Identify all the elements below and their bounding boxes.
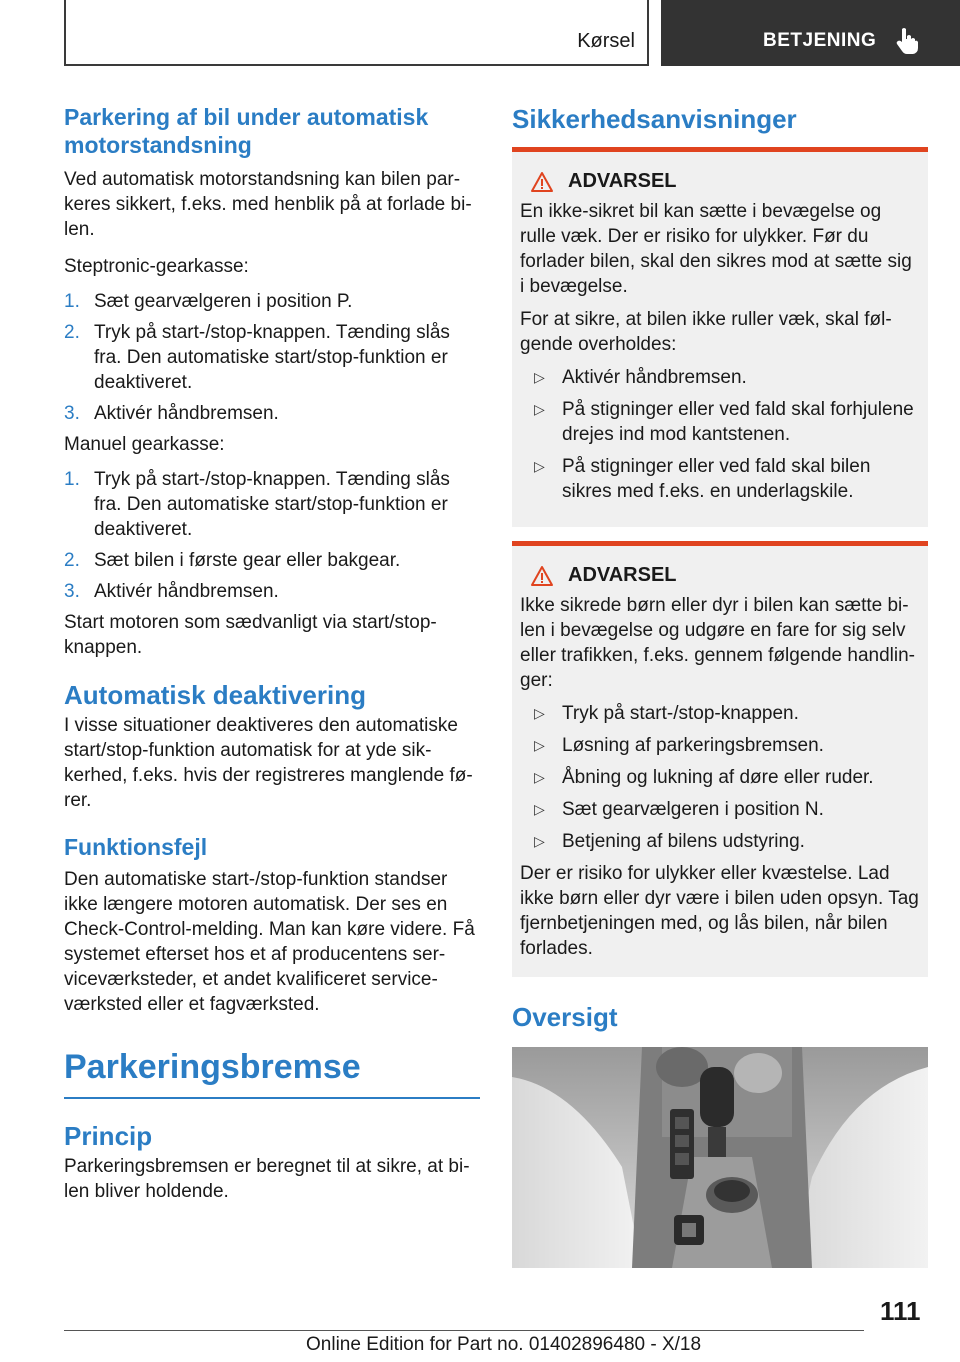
warning-list	[520, 701, 920, 854]
list-item: 2. Sæt bilen i første gear eller bakgear.	[64, 550, 401, 571]
paragraph-restart: Start motoren som sædvanligt via start/stop-knappen.	[64, 612, 437, 658]
triangle-bullet-icon: ▷	[534, 769, 545, 785]
heading-parking-brake: Parkeringsbremse	[64, 1048, 361, 1086]
label-manual: Manuel gearkasse:	[64, 434, 225, 455]
paragraph-principle: Parkeringsbremsen er beregnet til at sikre, at bilen bliver holdende.	[64, 1156, 470, 1202]
triangle-bullet-icon: ▷	[534, 705, 545, 721]
paragraph-malfunction: Den automatiske start-/stop-funktion standser ikke længere motoren automatisk. Der ses en Check-Control-melding. Man kan køre videre. Få systemet efterset hos et af producentens serviceværksteder, et andet kvalificeret serviceværksted eller et fagværksted.	[64, 869, 475, 1015]
left-column	[64, 100, 480, 1204]
warning-list	[520, 365, 920, 504]
warning-text: For at sikre, at bilen ikke ruller væk, skal følgende overholdes:	[520, 309, 892, 355]
warning-triangle-icon	[530, 565, 554, 587]
warning-box-2	[512, 541, 928, 977]
heading-principle: Princip	[64, 1121, 153, 1151]
list-item: 2. Tryk på start-/stop-knappen. Tænding slås fra. Den automatiske start/stop-funktion er deaktiveret.	[64, 322, 450, 393]
warning-title: ADVARSEL	[530, 564, 920, 587]
warning-text: En ikke-sikret bil kan sætte i bevægelse og rulle væk. Der er risiko for ulykker. Før du forlader bilen, skal den sikres mod at sætte sig i bevægelse.	[520, 201, 912, 297]
list-steptronic-steps	[64, 289, 480, 426]
header-section-box	[64, 0, 649, 66]
heading-auto-deactivation: Automatisk deaktivering	[64, 680, 366, 710]
list-item: 1. Sæt gearvælgeren i position P.	[64, 291, 353, 312]
list-item: 1. Tryk på start-/stop-knappen. Tænding slås fra. Den automatiske start/stop-funktion er deaktiveret.	[64, 469, 450, 540]
list-item: ▷ Åbning og lukning af døre eller ruder.	[534, 767, 874, 788]
warning-text: Ikke sikrede børn eller dyr i bilen kan sætte bilen i bevægelse og udgøre en fare for sig selv eller trafikken, f.eks. gennem følgende handlinger:	[520, 595, 915, 691]
list-item: 3. Aktivér håndbremsen.	[64, 403, 279, 424]
warning-triangle-icon	[530, 171, 554, 193]
heading-safety: Sikkerhedsanvisninger	[512, 104, 797, 134]
header-category-box	[661, 0, 960, 66]
triangle-bullet-icon: ▷	[534, 458, 545, 474]
heading-malfunction: Funktionsfejl	[64, 834, 208, 860]
list-item: ▷ På stigninger eller ved fald skal forhjulene drejes ind mod kantstenen.	[534, 399, 914, 445]
section-divider	[64, 1097, 480, 1099]
hand-pointer-icon	[893, 26, 921, 54]
list-item: ▷ Aktivér håndbremsen.	[534, 367, 747, 388]
page-number: 111	[880, 1296, 921, 1326]
warning-title: ADVARSEL	[530, 170, 920, 193]
triangle-bullet-icon: ▷	[534, 401, 545, 417]
paragraph-parking-intro: Ved automatisk motorstandsning kan bilen parkeres sikkert, f.eks. med henblik på at forlade bilen.	[64, 169, 472, 240]
list-item: ▷ Tryk på start-/stop-knappen.	[534, 703, 799, 724]
list-item: ▷ Løsning af parkeringsbremsen.	[534, 735, 824, 756]
triangle-bullet-icon: ▷	[534, 369, 545, 385]
triangle-bullet-icon: ▷	[534, 801, 545, 817]
paragraph-auto-deactivation: I visse situationer deaktiveres den automatiske start/stop-funktion automatisk for at yde sikkerhed, f.eks. hvis der registreres manglende fører.	[64, 715, 473, 811]
right-column	[512, 100, 928, 1268]
header-section-title: Kørsel	[577, 30, 635, 52]
list-item: ▷ På stigninger eller ved fald skal bilen sikres med f.eks. en underlagskile.	[534, 456, 871, 502]
footer-divider	[64, 1330, 864, 1331]
header-category-title: BETJENING	[763, 30, 877, 51]
list-manual-steps	[64, 467, 480, 604]
warning-box-1	[512, 147, 928, 527]
triangle-bullet-icon: ▷	[534, 737, 545, 753]
list-item: 3. Aktivér håndbremsen.	[64, 581, 279, 602]
label-steptronic: Steptronic-gearkasse:	[64, 256, 249, 277]
heading-parking-auto-stop: Parkering af bil under automatisk motorstandsning	[64, 104, 429, 158]
footer-edition: Online Edition for Part no. 01402896480 - X/18	[306, 1334, 702, 1355]
warning-text: Der er risiko for ulykker eller kvæstelse. Lad ikke børn eller dyr være i bilen uden opsyn. Tag fjernbetjeningen med, og lås bilen, når bilen forlades.	[520, 863, 919, 959]
list-item: ▷ Sæt gearvælgeren i position N.	[534, 799, 824, 820]
list-item: ▷ Betjening af bilens udstyring.	[534, 831, 805, 852]
triangle-bullet-icon: ▷	[534, 833, 545, 849]
center-console-image	[512, 1047, 928, 1268]
center-console-illustration	[512, 1047, 928, 1268]
heading-overview: Oversigt	[512, 1002, 618, 1032]
